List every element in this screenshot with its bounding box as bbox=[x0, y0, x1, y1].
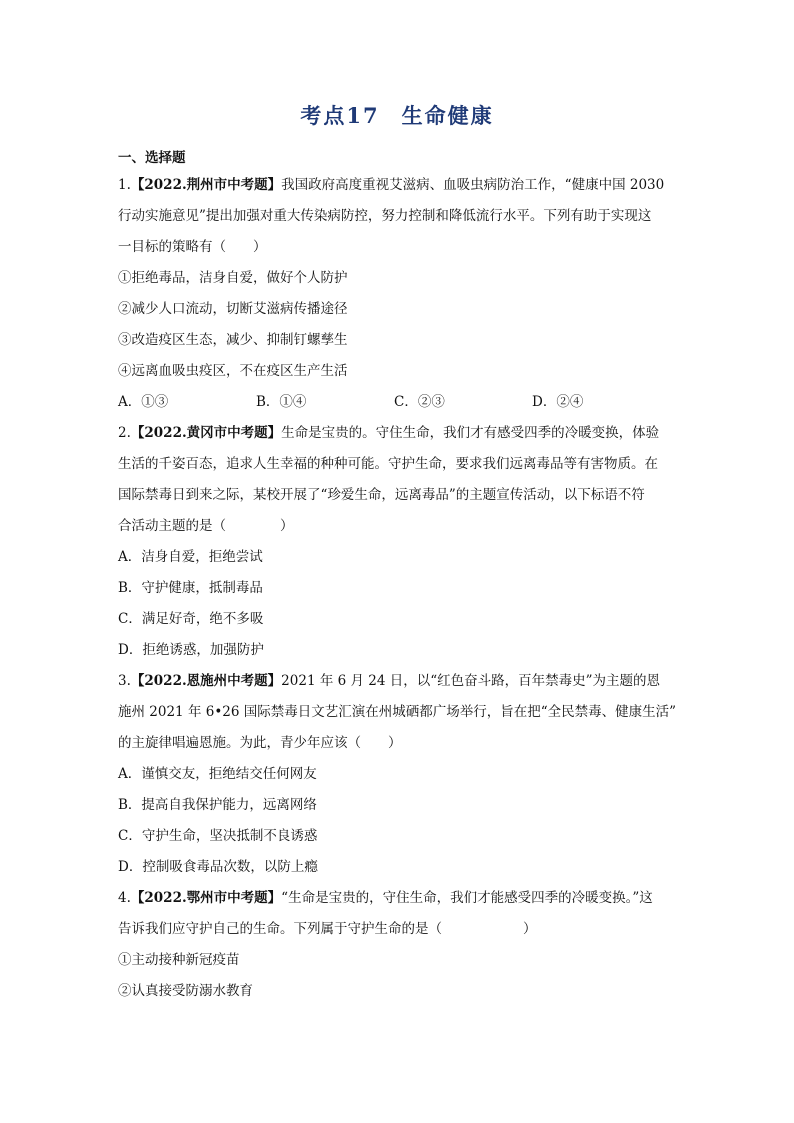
question-number: 3. bbox=[118, 673, 131, 689]
question-2-line-2: 生活的千姿百态，追求人生幸福的种种可能。守护生命，要求我们远离毒品等有害物质。在 bbox=[118, 456, 658, 472]
question-1-item-4: ④远离血吸虫疫区，不在疫区生产生活 bbox=[118, 363, 348, 379]
question-source: 【2022.荆州市中考题】 bbox=[130, 177, 282, 193]
option-b: B．①④ bbox=[256, 394, 307, 410]
question-source: 【2022.恩施州中考题】 bbox=[130, 673, 282, 689]
question-1-line-2: 行动实施意见”提出加强对重大传染病防控，努力控制和降低流行水平。下列有助于实现这 bbox=[118, 208, 652, 224]
question-4-line-2: 告诉我们应守护自己的生命。下列属于守护生命的是（ ） bbox=[118, 921, 537, 937]
question-2-line-3: 国际禁毒日到来之际，某校开展了“珍爱生命，远离毒品”的主题宣传活动，以下标语不符 bbox=[118, 487, 645, 503]
question-text: “生命是宝贵的，守住生命，我们才能感受四季的冷暖变换。”这 bbox=[281, 890, 653, 906]
question-2-option-c: C．满足好奇，绝不多吸 bbox=[118, 611, 264, 627]
option-c: C．②③ bbox=[394, 394, 445, 410]
question-4-item-2: ②认真接受防溺水教育 bbox=[118, 983, 253, 999]
question-3-option-d: D．控制吸食毒品次数，以防上瘾 bbox=[118, 859, 318, 875]
question-3-option-b: B．提高自我保护能力，远离网络 bbox=[118, 797, 317, 813]
question-number: 4. bbox=[118, 890, 131, 906]
question-text: 2021 年 6 月 24 日，以“红色奋斗路，百年禁毒史”为主题的恩 bbox=[281, 673, 661, 689]
question-4-line-1 bbox=[118, 883, 678, 914]
section-heading: 一、选择题 bbox=[118, 150, 186, 166]
question-1-line-3: 一目标的策略有（ ） bbox=[118, 239, 267, 255]
question-4-item-1: ①主动接种新冠疫苗 bbox=[118, 952, 240, 968]
option-a: A．①③ bbox=[118, 394, 169, 410]
question-3-line-3: 的主旋律唱遍恩施。为此，青少年应该（ ） bbox=[118, 735, 402, 751]
question-2-option-a: A．洁身自爱，拒绝尝试 bbox=[118, 549, 263, 565]
question-number: 2. bbox=[118, 425, 131, 441]
question-1-item-1: ①拒绝毒品，洁身自爱，做好个人防护 bbox=[118, 270, 348, 286]
question-2-option-b: B．守护健康，抵制毒品 bbox=[118, 580, 263, 596]
question-2-line-4: 合活动主题的是（ ） bbox=[118, 518, 294, 534]
question-1-line-1 bbox=[118, 170, 678, 201]
title-topic-number: 考点17 bbox=[300, 103, 380, 128]
question-2-option-d: D．拒绝诱惑，加强防护 bbox=[118, 642, 264, 658]
question-3-line-2: 施州 2021 年 6•26 国际禁毒日文艺汇演在州城硒都广场举行，旨在把“全民禁毒、健康生活” bbox=[118, 704, 677, 720]
question-3-option-c: C．守护生命，坚决抵制不良诱惑 bbox=[118, 828, 318, 844]
option-d: D．②④ bbox=[532, 394, 584, 410]
question-list bbox=[118, 170, 678, 1007]
question-3-option-a: A．谨慎交友，拒绝结交任何网友 bbox=[118, 766, 317, 782]
question-1-item-2: ②减少人口流动，切断艾滋病传播途径 bbox=[118, 301, 348, 317]
question-number: 1. bbox=[118, 177, 131, 193]
question-1-options bbox=[118, 387, 678, 418]
question-source: 【2022.黄冈市中考题】 bbox=[130, 425, 282, 441]
question-text: 我国政府高度重视艾滋病、血吸虫病防治工作，“健康中国 2030 bbox=[281, 177, 665, 193]
question-source: 【2022.鄂州市中考题】 bbox=[130, 890, 282, 906]
question-1-item-3: ③改造疫区生态，减少、抑制钉螺孳生 bbox=[118, 332, 348, 348]
question-3-line-1 bbox=[118, 666, 678, 697]
title-topic-name: 生命健康 bbox=[401, 103, 494, 128]
question-text: 生命是宝贵的。守住生命，我们才有感受四季的冷暖变换，体验 bbox=[281, 425, 660, 441]
question-2-line-1 bbox=[118, 418, 678, 449]
page-title bbox=[0, 100, 794, 130]
